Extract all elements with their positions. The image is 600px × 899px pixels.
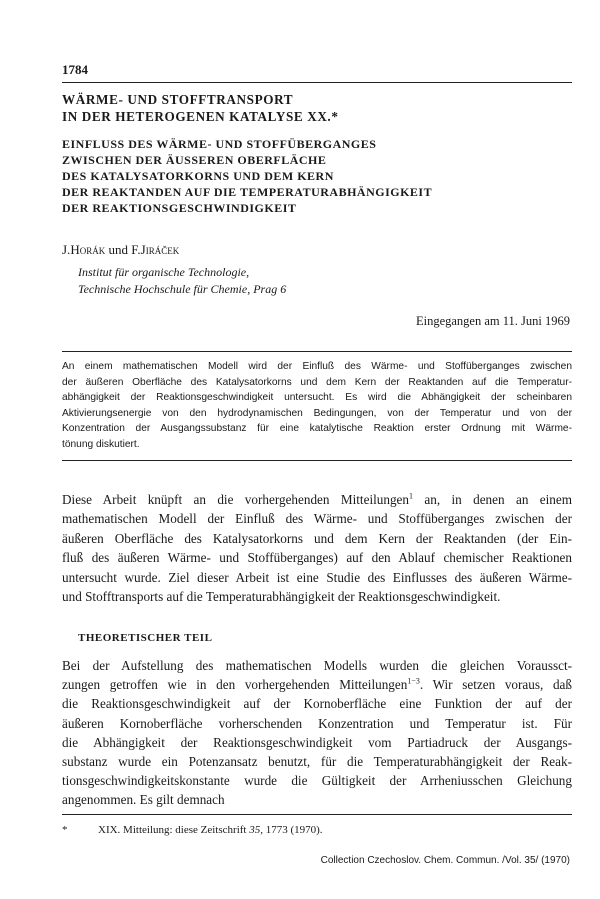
text-run: zungen getroffen wie in den vorhergehenden Mitteilungen	[62, 677, 408, 693]
paragraph-line: äußeren Kornoberfläche vorherschenden Konzentration und Temperatur ist. Für	[62, 715, 572, 731]
paragraph-line: fluß des äußeren Wärme- und Stoffüberganges) auf den Ablauf chemischer Reaktionen	[62, 550, 572, 566]
abstract-line: der äußeren Oberfläche des Katalysatorkorns und dem Kern der Reaktanden auf die Temperatur-	[62, 376, 572, 388]
paragraph-line: mathematischen Modell der Einfluß des Wärme- und Stoffüberganges zwischen der	[62, 511, 572, 527]
affiliation-line: Institut für organische Technologie,	[78, 265, 250, 279]
received-date: Eingegangen am 11. Juni 1969	[415, 314, 570, 328]
theory-paragraph	[62, 656, 572, 810]
subtitle-line: DER REAKTIONSGESCHWINDIGKEIT	[62, 201, 297, 215]
section-heading: THEORETISCHER TEIL	[78, 632, 213, 644]
abstract-line: tönung diskutiert.	[62, 438, 140, 450]
page-number: 1784	[62, 62, 88, 77]
abstract-top-rule	[62, 351, 572, 352]
text-run: . Wir setzen voraus, daß	[419, 677, 572, 693]
article-subtitle	[62, 136, 572, 216]
abstract-bottom-rule	[62, 460, 572, 461]
author-1-initial: J.	[62, 242, 71, 257]
text-run: an, in denen an einem	[413, 492, 572, 507]
header-rule	[62, 82, 572, 83]
reference-superscript: 1	[409, 491, 414, 501]
paragraph-line: und Stofftransports auf die Temperaturabhängigkeit der Reaktionsgeschwindigkeit.	[62, 589, 501, 605]
paragraph-line: substanz wurde ein Potenzansatz benutzt, für die Temperaturabhängigkeit der Reak-	[62, 754, 572, 770]
footnote-text: XIX. Mitteilung: diese Zeitschrift	[98, 824, 250, 836]
abstract-line: Konzentration der Ausgangssubstanz für eine katalytische Reaktion erster Ordnung mit Wärme-	[62, 423, 572, 435]
abstract-line: Aktivierungsenergie von den hydrodynamischen Bedingungen, von der Temperatur und von der	[62, 407, 572, 419]
author-connector: und	[105, 242, 132, 257]
paragraph-line: Bei der Aufstellung des mathematischen Modells wurden die gleichen Voraussct-	[62, 658, 572, 673]
article-title	[62, 92, 572, 125]
footnote-volume: 35,	[249, 824, 263, 836]
paragraph-line	[62, 490, 572, 509]
paragraph-line: angenommen. Es gilt demnach	[62, 792, 225, 808]
intro-paragraph	[62, 490, 572, 606]
paragraph-line	[62, 675, 572, 694]
footnote-mark: *	[62, 824, 68, 836]
text-run: Diese Arbeit knüpft an die vorhergehenden Mitteilungen	[62, 492, 410, 507]
abstract-line: abhängigkeit der Reaktionsgeschwindigkeit untersucht. Es wird die Abhängigkeit der scheinbaren	[62, 392, 572, 404]
paragraph-line: die Abhängigkeit der Reaktionsgeschwindigkeit vom Partiadruck der Ausgangs-	[62, 734, 572, 750]
paragraph-line: äußeren Oberfläche des Katalysatorkorns und dem Kern der Reaktanden (der Ein-	[62, 530, 572, 546]
subtitle-line: DES KATALYSATORKORNS UND DEM KERN	[62, 169, 334, 183]
subtitle-line: DER REAKTANDEN AUF DIE TEMPERATURABHÄNGIGKEIT	[62, 185, 433, 199]
author-2-name: Jiráček	[140, 242, 180, 257]
footnote-rule	[62, 814, 572, 815]
abstract-line: An einem mathematischen Modell wird der Einfluß des Wärme- und Stoffüberganges zwischen	[62, 361, 572, 372]
author-2-initial: F.	[131, 242, 141, 257]
subtitle-line: ZWISCHEN DER ÄUSSEREN OBERFLÄCHE	[62, 153, 327, 167]
reference-superscript: 1−3	[407, 676, 420, 686]
paragraph-line: untersucht wurde. Ziel dieser Arbeit ist eine Studie des Einflusses des äußeren Wärme-	[62, 569, 572, 585]
author-line	[62, 242, 179, 258]
author-1-name: Horák	[70, 242, 106, 257]
subtitle-line: EINFLUSS DES WÄRME- UND STOFFÜBERGANGES	[62, 137, 377, 151]
paragraph-line: die Reaktionsgeschwindigkeit auf der Kornoberfläche eine Funktion der auf der	[62, 696, 572, 712]
title-line: IN DER HETEROGENEN KATALYSE XX.*	[62, 108, 339, 124]
affiliation	[78, 264, 286, 298]
paragraph-line: tionsgeschwindigkeitskonstante wurde die Gültigkeit der Arrheniusschen Gleichung	[62, 773, 572, 789]
title-line: WÄRME- UND STOFFTRANSPORT	[62, 92, 294, 107]
abstract	[62, 359, 572, 453]
journal-citation: Collection Czechoslov. Chem. Commun. /Vol. 35/ (1970)	[320, 855, 570, 866]
footnote-text: 1773 (1970).	[262, 824, 323, 836]
footnote	[62, 824, 323, 836]
affiliation-line: Technische Hochschule für Chemie, Prag 6	[78, 282, 287, 296]
